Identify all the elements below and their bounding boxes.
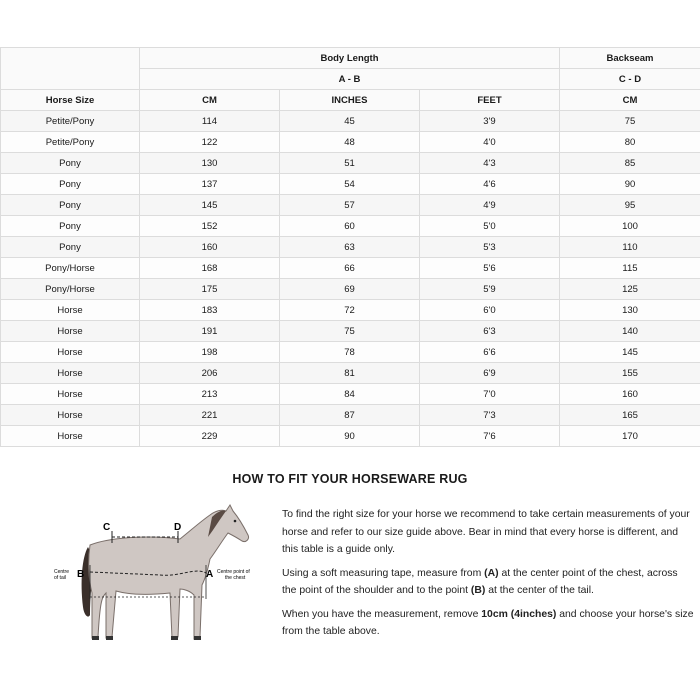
cell-body-cm: 183: [140, 300, 280, 321]
cell-inches: 66: [280, 258, 420, 279]
table-row: [1, 132, 700, 153]
table-row: [1, 342, 700, 363]
cell-inches: 87: [280, 405, 420, 426]
cell-feet: 5'9: [420, 279, 560, 300]
table-row: [1, 216, 700, 237]
cell-body-cm: 145: [140, 195, 280, 216]
table-row: [1, 426, 700, 447]
cell-feet: 6'0: [420, 300, 560, 321]
label-c: C: [103, 522, 111, 533]
cell-backseam-cm: 110: [560, 237, 700, 258]
col-backseam-cm: CM: [560, 90, 700, 111]
table-row: [1, 300, 700, 321]
cell-horse-size: Horse: [1, 405, 140, 426]
fit-p2-a: Using a soft measuring tape, measure from: [282, 567, 485, 579]
fit-p2-e: at the center of the tail.: [485, 585, 594, 596]
cell-backseam-cm: 115: [560, 258, 700, 279]
cell-horse-size: Horse: [1, 342, 140, 363]
col-inches: INCHES: [280, 90, 420, 111]
cell-feet: 7'6: [420, 426, 560, 447]
fit-title: HOW TO FIT YOUR HORSEWARE RUG: [232, 472, 468, 486]
cell-feet: 5'3: [420, 237, 560, 258]
cell-body-cm: 221: [140, 405, 280, 426]
hoof: [171, 636, 178, 640]
col-feet: FEET: [420, 90, 560, 111]
cell-backseam-cm: 160: [560, 384, 700, 405]
cell-horse-size: Pony/Horse: [1, 258, 140, 279]
cell-feet: 4'3: [420, 153, 560, 174]
cell-horse-size: Horse: [1, 384, 140, 405]
hoof: [106, 636, 113, 640]
cell-inches: 57: [280, 195, 420, 216]
chest-note-1: Centre point of: [217, 569, 250, 575]
col-horse-size: Horse Size: [1, 90, 140, 111]
cell-inches: 75: [280, 321, 420, 342]
cell-body-cm: 130: [140, 153, 280, 174]
cell-horse-size: Horse: [1, 300, 140, 321]
fit-p2-d: (B): [470, 585, 486, 596]
cell-horse-size: Pony: [1, 216, 140, 237]
cell-backseam-cm: 130: [560, 300, 700, 321]
horse-eye: [234, 520, 237, 523]
cell-body-cm: 137: [140, 174, 280, 195]
chest-note-2: the chest: [225, 575, 246, 581]
cell-backseam-cm: 155: [560, 363, 700, 384]
cell-horse-size: Pony: [1, 153, 140, 174]
header-body-length: Body Length: [140, 48, 560, 69]
cell-body-cm: 206: [140, 363, 280, 384]
cell-horse-size: Horse: [1, 363, 140, 384]
cell-inches: 54: [280, 174, 420, 195]
table-row: [1, 405, 700, 426]
table-row: [1, 195, 700, 216]
fit-p2-c: at the center point of the chest, across the point of the shoulder and to the point: [282, 567, 678, 596]
cell-horse-size: Horse: [1, 321, 140, 342]
cell-backseam-cm: 85: [560, 153, 700, 174]
fit-p3-c: and choose your horse's size from the table above.: [282, 608, 694, 637]
cell-feet: 4'9: [420, 195, 560, 216]
cell-backseam-cm: 90: [560, 174, 700, 195]
table-row: [1, 111, 700, 132]
cell-body-cm: 122: [140, 132, 280, 153]
cell-backseam-cm: 145: [560, 342, 700, 363]
fit-p3-a: When you have the measurement, remove: [282, 608, 482, 620]
cell-inches: 84: [280, 384, 420, 405]
cell-inches: 90: [280, 426, 420, 447]
header-blank: [1, 48, 140, 90]
table-row: [1, 174, 700, 195]
cell-inches: 63: [280, 237, 420, 258]
label-b: B: [77, 569, 85, 580]
cell-feet: 4'0: [420, 132, 560, 153]
cell-backseam-cm: 140: [560, 321, 700, 342]
fit-paragraph-3: [282, 606, 694, 641]
cell-backseam-cm: 165: [560, 405, 700, 426]
tail-note-1: Centre: [54, 569, 70, 575]
cell-inches: 60: [280, 216, 420, 237]
cell-feet: 3'9: [420, 111, 560, 132]
cell-backseam-cm: 75: [560, 111, 700, 132]
table-row: [1, 384, 700, 405]
cell-body-cm: 152: [140, 216, 280, 237]
cell-backseam-cm: 100: [560, 216, 700, 237]
cell-feet: 6'9: [420, 363, 560, 384]
cell-inches: 69: [280, 279, 420, 300]
cell-body-cm: 213: [140, 384, 280, 405]
cell-horse-size: Pony/Horse: [1, 279, 140, 300]
cell-horse-size: Pony: [1, 237, 140, 258]
cell-backseam-cm: 80: [560, 132, 700, 153]
table-row: [1, 237, 700, 258]
cell-horse-size: Petite/Pony: [1, 132, 140, 153]
cell-feet: 7'3: [420, 405, 560, 426]
horse-measure-diagram: [50, 497, 265, 657]
fit-p2-b: (A): [484, 567, 499, 579]
table-row: [1, 321, 700, 342]
cell-horse-size: Petite/Pony: [1, 111, 140, 132]
cell-feet: 6'3: [420, 321, 560, 342]
cell-inches: 51: [280, 153, 420, 174]
cell-backseam-cm: 170: [560, 426, 700, 447]
tail-note-2: of tail: [54, 575, 66, 581]
table-row: [1, 363, 700, 384]
cell-body-cm: 168: [140, 258, 280, 279]
fit-instructions: [282, 506, 694, 647]
cell-backseam-cm: 125: [560, 279, 700, 300]
header-body-length-sub: A - B: [140, 69, 560, 90]
hoof: [92, 636, 99, 640]
table-row: [1, 258, 700, 279]
hoof: [194, 636, 201, 640]
cell-feet: 6'6: [420, 342, 560, 363]
cell-body-cm: 198: [140, 342, 280, 363]
label-d: D: [174, 522, 182, 533]
cell-inches: 78: [280, 342, 420, 363]
cell-inches: 72: [280, 300, 420, 321]
label-a: A: [206, 569, 214, 580]
col-body-cm: CM: [140, 90, 280, 111]
cell-horse-size: Pony: [1, 195, 140, 216]
cell-feet: 5'6: [420, 258, 560, 279]
cell-inches: 45: [280, 111, 420, 132]
fit-paragraph-1: To find the right size for your horse we recommend to take certain measurements of your horse and refer to our size guide above. Bear in mind that every horse is different, and this table is a guide only.: [282, 509, 690, 555]
header-backseam: Backseam: [560, 48, 700, 69]
cell-inches: 81: [280, 363, 420, 384]
cell-body-cm: 229: [140, 426, 280, 447]
cell-backseam-cm: 95: [560, 195, 700, 216]
cell-body-cm: 175: [140, 279, 280, 300]
cell-inches: 48: [280, 132, 420, 153]
table-row: [1, 153, 700, 174]
cell-feet: 5'0: [420, 216, 560, 237]
cell-body-cm: 114: [140, 111, 280, 132]
cell-horse-size: Horse: [1, 426, 140, 447]
cell-feet: 7'0: [420, 384, 560, 405]
size-table: [0, 47, 700, 447]
cell-feet: 4'6: [420, 174, 560, 195]
fit-paragraph-2: [282, 565, 694, 600]
cell-horse-size: Pony: [1, 174, 140, 195]
cell-body-cm: 160: [140, 237, 280, 258]
cell-body-cm: 191: [140, 321, 280, 342]
header-backseam-sub: C - D: [560, 69, 700, 90]
table-row: [1, 279, 700, 300]
fit-p3-b: 10cm (4inches): [481, 608, 557, 620]
